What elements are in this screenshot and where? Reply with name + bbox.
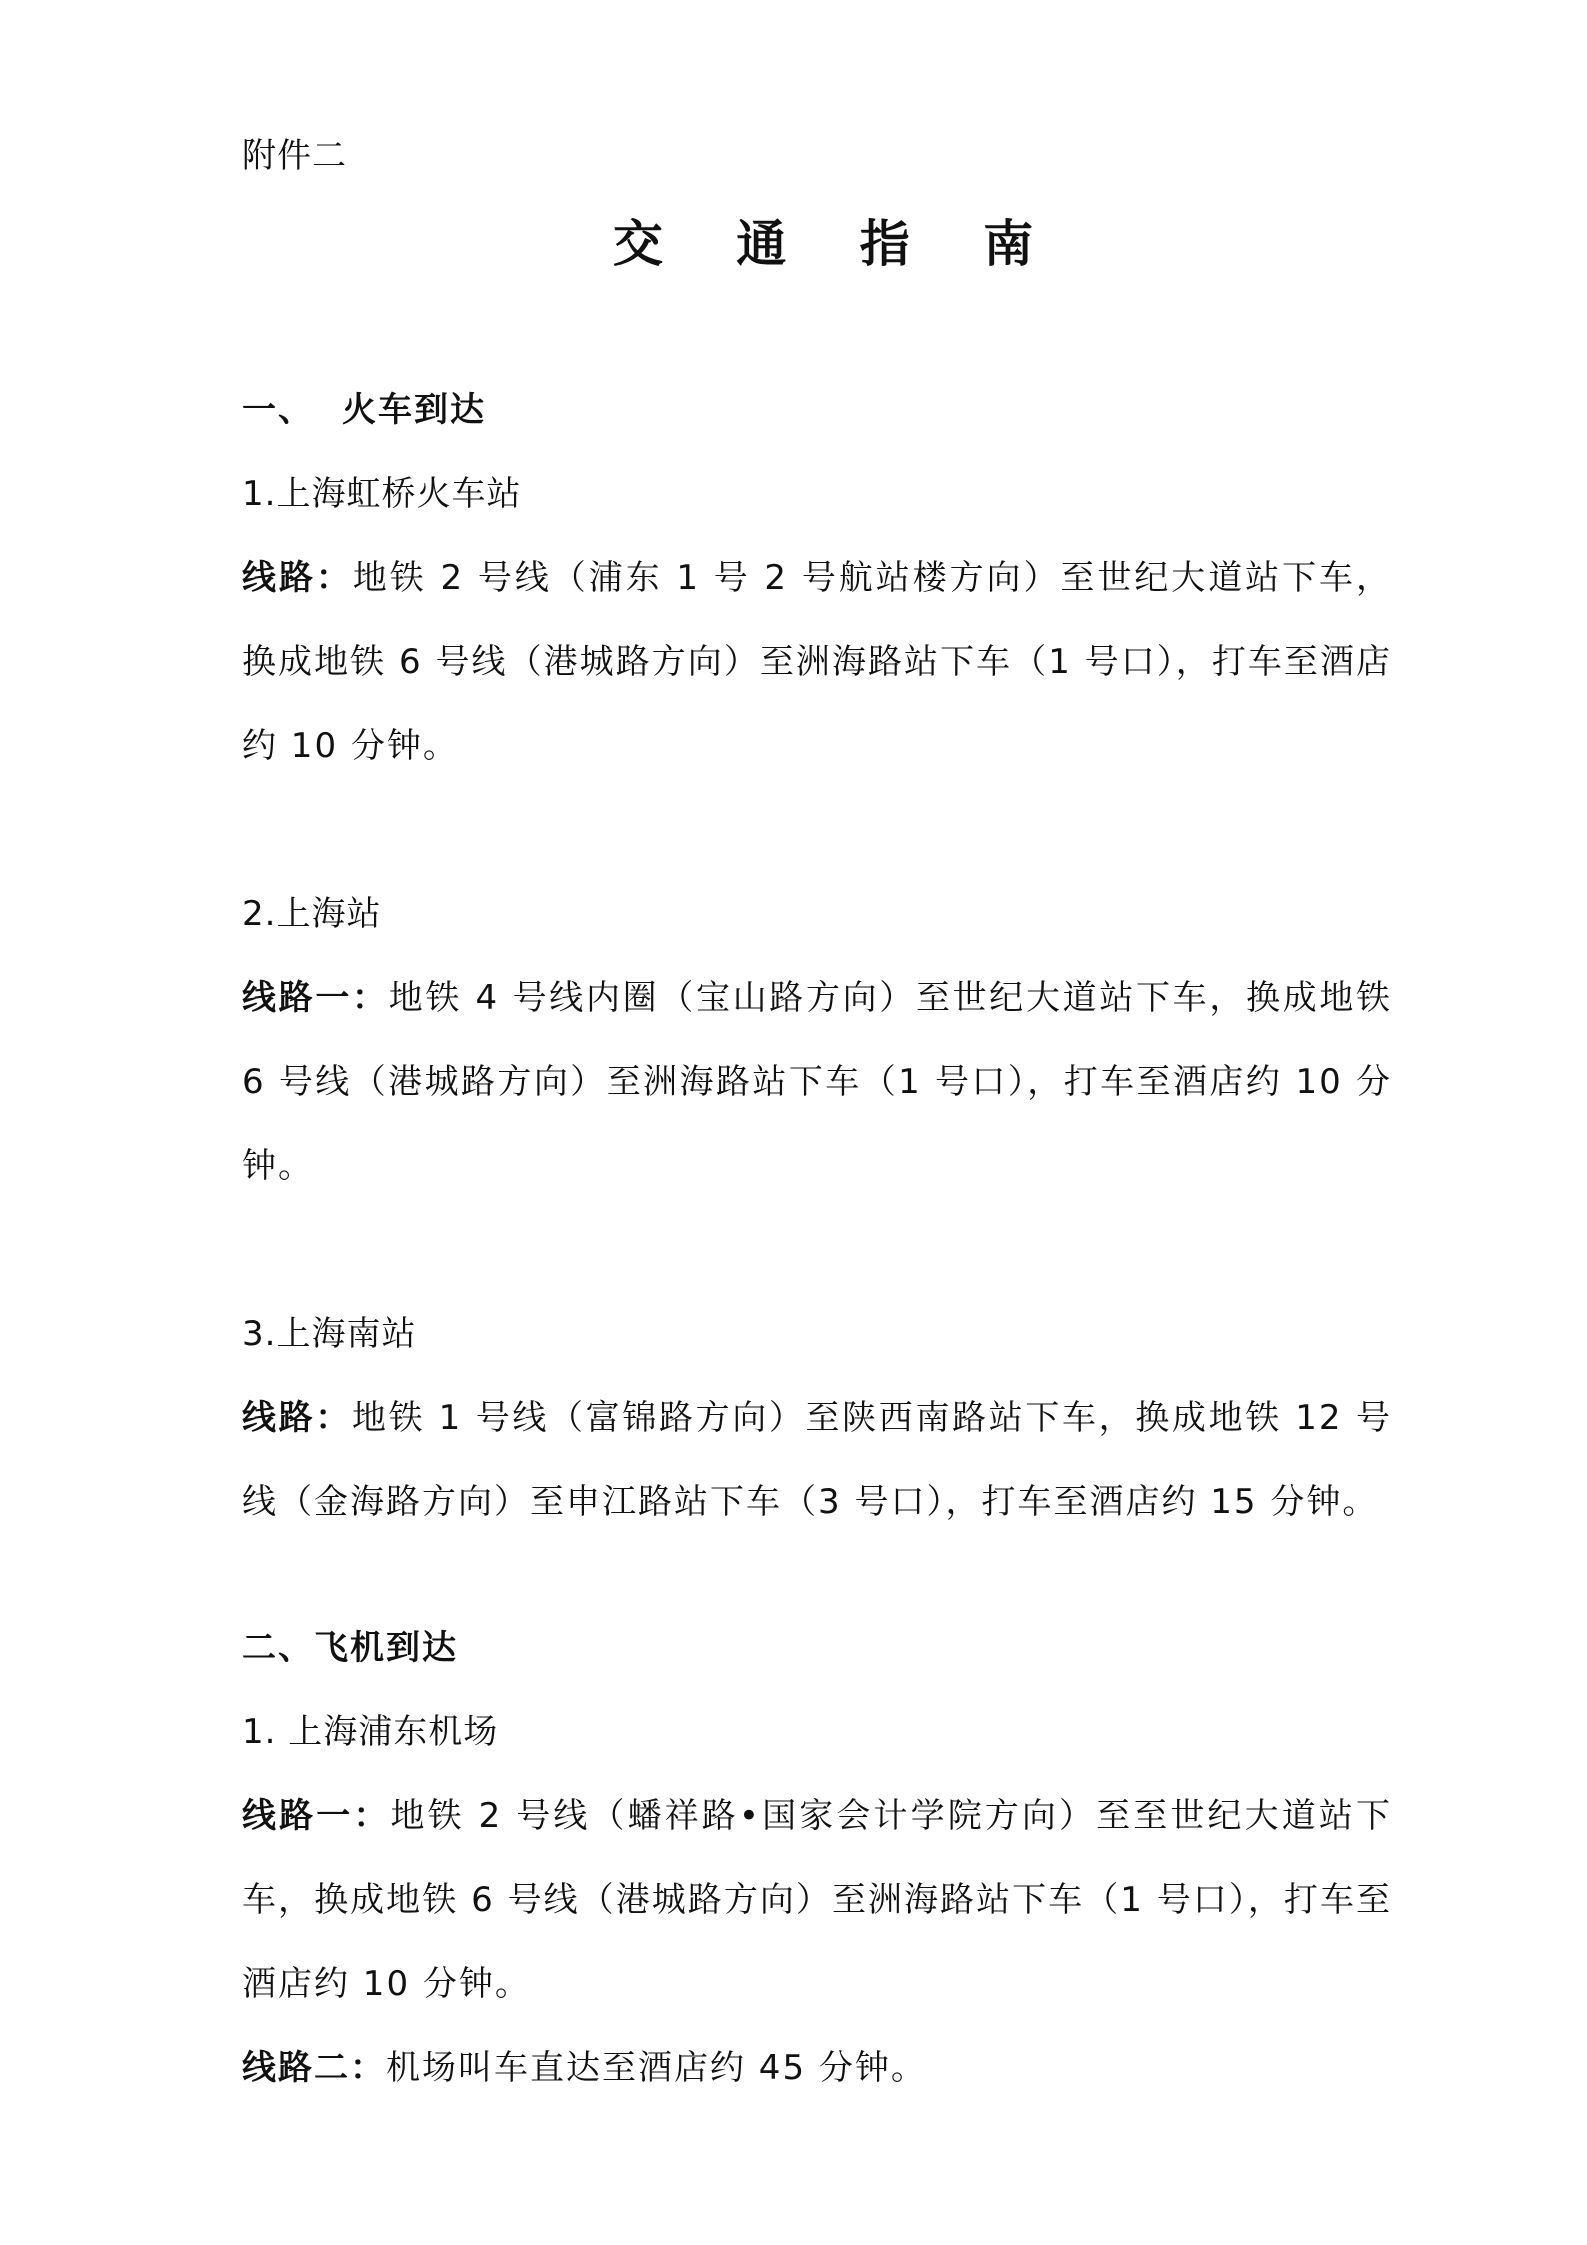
subsection-title: 1. 上海浦东机场	[242, 1712, 499, 1752]
route-text: 地铁 4 号线内圈（宝山路方向）至世纪大道站下车，换成地铁 6 号线（港城路方向）至洲海路站下车（1 号口），打车至酒店约 10 分钟。	[242, 978, 1393, 1186]
route-text: 地铁 1 号线（富锦路方向）至陕西南路站下车，换成地铁 12 号线（金海路方向）至申江路站下车（3 号口），打车至酒店约 15 分钟。	[242, 1398, 1393, 1522]
section-heading-train	[242, 368, 1392, 452]
subsection-title: 3.上海南站	[242, 1314, 417, 1354]
section-heading-plane	[242, 1606, 1392, 1690]
subsection-title: 1.上海虹桥火车站	[242, 474, 522, 514]
route-paragraph	[242, 1376, 1392, 1544]
section-title: 火车到达	[342, 390, 486, 430]
subsection-pudong-airport	[242, 1690, 1392, 2110]
route-label: 线路一：	[242, 1796, 391, 1836]
route-text: 地铁 2 号线（浦东 1 号 2 号航站楼方向）至世纪大道站下车，换成地铁 6 号线（港城路方向）至洲海路站下车（1 号口），打车至酒店约 10 分钟。	[242, 558, 1392, 766]
route-label: 线路：	[242, 558, 353, 598]
route-text: 地铁 2 号线（蟠祥路•国家会计学院方向）至至世纪大道站下车，换成地铁 6 号线（港城路方向）至洲海路站下车（1 号口），打车至酒店约 10 分钟。	[242, 1796, 1392, 2004]
route-paragraph	[242, 2026, 1392, 2110]
subsection-title: 2.上海站	[242, 894, 382, 934]
route-paragraph	[242, 956, 1392, 1208]
route-paragraph	[242, 536, 1392, 788]
section-title: 飞机到达	[314, 1628, 458, 1668]
section-plane-arrival	[242, 1606, 1392, 2110]
route-label: 线路二：	[242, 2048, 386, 2088]
route-label: 线路：	[242, 1398, 352, 1438]
document-content	[242, 130, 1392, 2110]
page-title: 交 通 指 南	[612, 215, 1062, 273]
section-train-arrival	[242, 368, 1392, 1544]
subsection-hongqiao-station	[242, 452, 1392, 788]
route-paragraph	[242, 1774, 1392, 2026]
section-number: 二、	[242, 1628, 314, 1668]
subsection-shanghai-south-station	[242, 1292, 1392, 1544]
route-label: 线路一：	[242, 978, 389, 1018]
attachment-label: 附件二	[242, 136, 347, 176]
section-number: 一、	[242, 390, 314, 430]
subsection-shanghai-station	[242, 872, 1392, 1208]
route-text: 机场叫车直达至酒店约 45 分钟。	[386, 2048, 927, 2088]
